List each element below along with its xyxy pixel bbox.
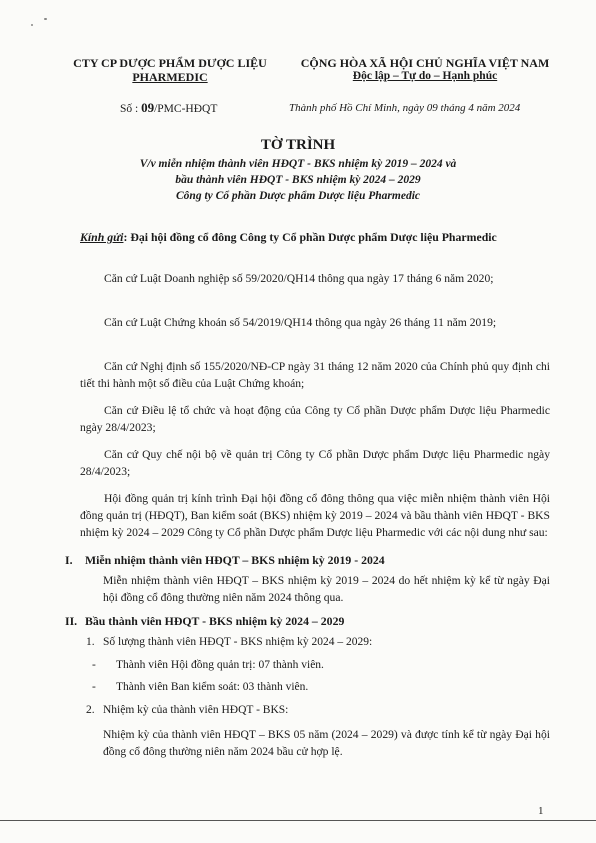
document-number-suffix: /PMC-HĐQT [154,103,218,115]
place-date: Thành phố Hồ Chí Minh, ngày 09 tháng 4 năm 2024 [289,102,521,114]
recipient [80,230,497,245]
section-2-heading: Bầu thành viên HĐQT - BKS nhiệm kỳ 2024 – 2029 [85,614,345,628]
scan-speck [31,24,33,26]
subject-line-3: Công ty Cổ phần Dược phẩm Dược liệu Pharmedic [176,190,420,202]
document-number [120,100,217,116]
document-title: TỜ TRÌNH [260,137,336,153]
section-1-body: Miễn nhiệm thành viên HĐQT – BKS nhiệm kỳ 2019 – 2024 do hết nhiệm kỳ kể từ ngày Đại hội đồng cổ đông thường niên năm 2024 thông qua. [103,574,550,604]
legal-basis-paragraph: Căn cứ Luật Doanh nghiệp số 59/2020/QH14 thông qua ngày 17 tháng 6 năm 2020; [104,272,494,285]
scan-edge-line [0,820,596,821]
document-number-prefix: Số : [120,103,139,115]
company-short-name: PHARMEDIC [132,70,208,84]
company-name: CTY CP DƯỢC PHẨM DƯỢC LIỆU [73,56,267,70]
legal-basis-paragraph: Căn cứ Nghị định số 155/2020/NĐ-CP ngày 31 tháng 12 năm 2020 của Chính phủ quy định chi tiết thi hành một số điều của Luật Chứng khoán; [80,360,550,390]
bullet-supervisory-members: Thành viên Ban kiểm soát: 03 thành viên. [116,681,309,693]
bullet-dash: - [92,681,96,693]
bullet-board-members: Thành viên Hội đồng quản trị: 07 thành viên. [116,659,324,671]
item-1-number: 1. [86,636,95,648]
national-title: CỘNG HÒA XÃ HỘI CHỦ NGHĨA VIỆT NAM [300,56,550,70]
document-number-value: 09 [141,100,155,115]
item-2-number: 2. [86,704,95,716]
scan-speck [44,18,47,20]
legal-basis-paragraph: Căn cứ Quy chế nội bộ về quản trị Công ty Cổ phần Dược phẩm Dược liệu Pharmedic ngày 28/4/2023; [80,448,550,478]
page-number: 1 [538,805,544,817]
recipient-text: : Đại hội đồng cổ đông Công ty Cổ phần Dược phẩm Dược liệu Pharmedic [123,230,497,244]
item-2-text: Nhiệm kỳ của thành viên HĐQT - BKS: [103,704,289,716]
item-2-body: Nhiệm kỳ của thành viên HĐQT – BKS 05 năm (2024 – 2029) và được tính kể từ ngày Đại hội đồng cổ đông thường niên năm 2024 bầu cử hợp lệ. [103,728,550,758]
recipient-label: Kính gửi [80,230,124,244]
national-motto: Độc lập – Tự do – Hạnh phúc [352,70,498,82]
section-1-number: I. [65,553,73,567]
section-2-number: II. [65,614,78,628]
legal-basis-paragraph: Căn cứ Luật Chứng khoán số 54/2019/QH14 thông qua ngày 26 tháng 11 năm 2019; [104,316,497,329]
subject-line-2: bầu thành viên HĐQT - BKS nhiệm kỳ 2024 – 2029 [175,174,421,186]
legal-basis-paragraph: Căn cứ Điều lệ tổ chức và hoạt động của Công ty Cổ phần Dược phẩm Dược liệu Pharmedic ngày 28/4/2023; [80,404,550,434]
item-1-text: Số lượng thành viên HĐQT - BKS nhiệm kỳ 2024 – 2029: [103,636,373,648]
bullet-dash: - [92,659,96,671]
subject-line-1: V/v miễn nhiệm thành viên HĐQT - BKS nhiệm kỳ 2019 – 2024 và [139,158,457,170]
section-1-heading: Miễn nhiệm thành viên HĐQT – BKS nhiệm kỳ 2019 - 2024 [85,553,385,567]
proposal-paragraph: Hội đồng quản trị kính trình Đại hội đồng cổ đông thông qua việc miễn nhiệm thành viên Hội đồng quản trị (HĐQT), Ban kiểm soát (BKS) nhiệm kỳ 2019 – 2024 và bầu thành viên HĐQT - BKS nhiệm kỳ 2024 – 2029 Công ty Cổ phần Dược phẩm Dược liệu Pharmedic với các nội dung như sau: [80,492,550,539]
